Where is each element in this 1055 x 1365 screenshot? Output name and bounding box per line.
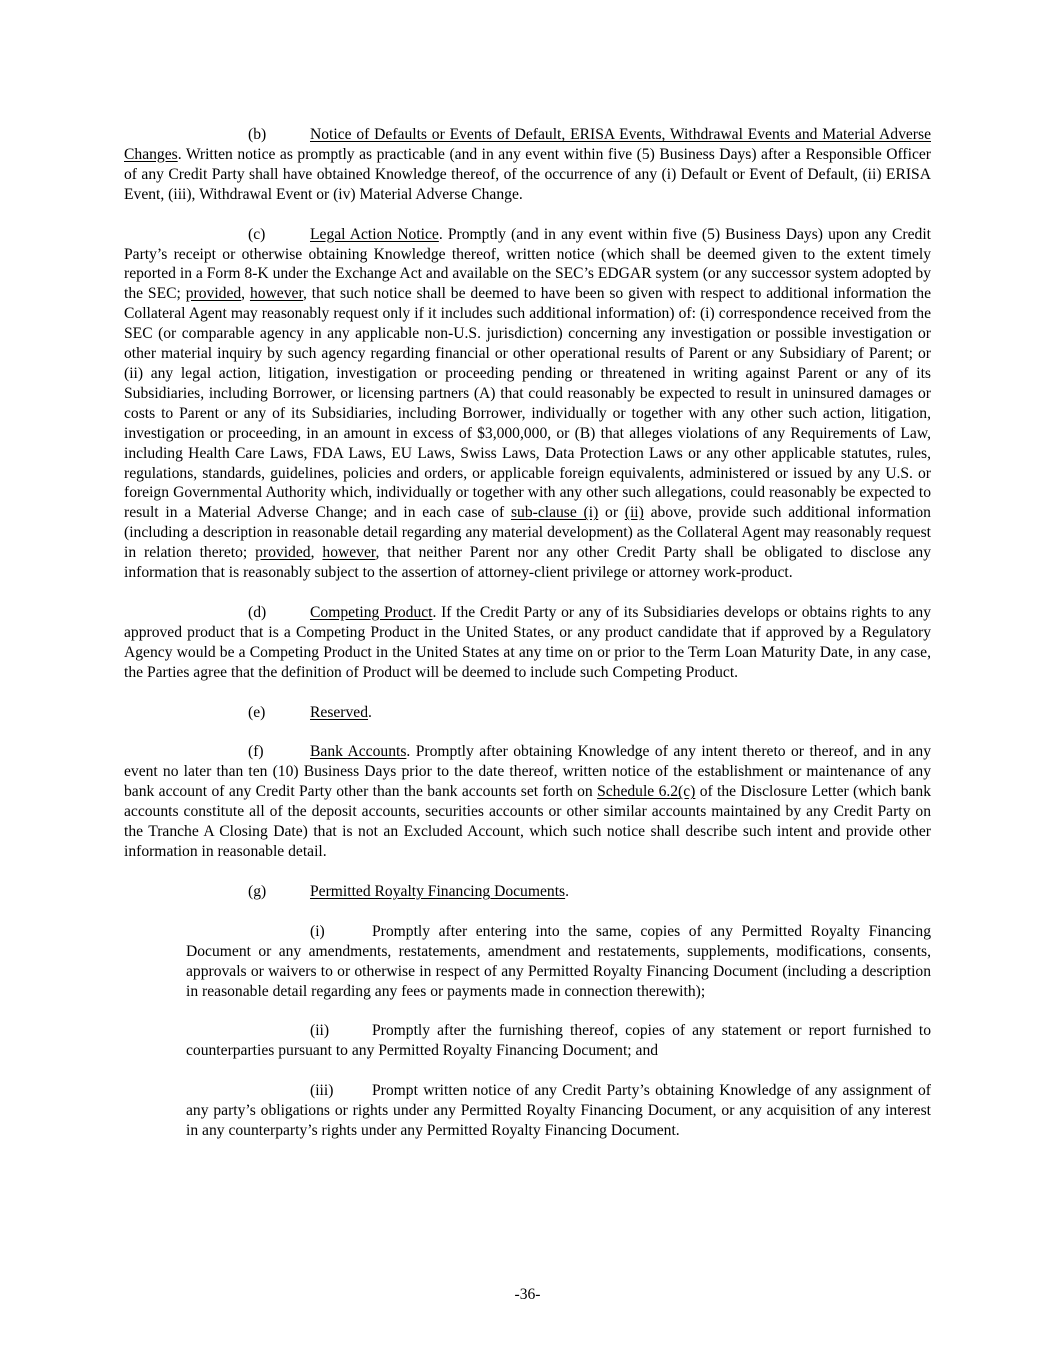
section-b-text: . Written notice as promptly as practicable (and in any event within five (5) Business Days) after a Responsible Officer of any Credit Party shall have obtained Knowledge thereof, of the occurrence of any (i) Default or Event of Default, (ii) ERISA Event, (iii), Withdrawal Event or (iv) Material Adverse Change. xyxy=(124,145,931,203)
section-c-heading: Legal Action Notice xyxy=(310,225,439,243)
section-g-item xyxy=(186,922,931,1002)
provided-term: provided xyxy=(185,285,242,303)
separator: , xyxy=(241,285,250,303)
section-c-label: (c) xyxy=(248,225,266,243)
or-text: or xyxy=(598,504,625,522)
document-page xyxy=(124,125,931,1161)
section-d-label: (d) xyxy=(248,603,267,621)
section-g-item xyxy=(186,1081,931,1141)
section-f xyxy=(124,742,931,861)
section-e-heading: Reserved xyxy=(310,703,369,721)
section-b xyxy=(124,125,931,205)
page-number: -36- xyxy=(514,1286,541,1303)
section-g-item xyxy=(186,1021,931,1061)
section-b-label: (b) xyxy=(248,126,267,143)
however-term: however xyxy=(249,285,304,303)
section-f-text: . Promptly after obtaining Knowledge of any intent thereto or thereof, and in any event no later than ten (10) Business Days prior to the date thereof, written notice of the establishment or maintenance of any bank account of any Credit Party other than the bank accounts set forth on xyxy=(124,743,931,801)
separator: , xyxy=(310,544,323,562)
provided-term: provided xyxy=(255,544,311,562)
section-g-item-label: (i) xyxy=(310,922,325,940)
section-g-item-text: Promptly after entering into the same, copies of any Permitted Royalty Financing Document or any amendments, restatements, amendment and restatements, supplements, modifications, consents, approvals or waivers to or otherwise in respect of any Permitted Royalty Financing Document (including a description in reasonable detail regarding any fees or payments made in connection therewith); xyxy=(186,922,931,1000)
section-g-item-label: (ii) xyxy=(310,1022,330,1040)
section-c-text-continued-2: above, provide such additional information (including a description in reasonable detail regarding any material development) as the Collateral Agent may reasonably request in relation thereto; xyxy=(124,504,931,562)
section-e xyxy=(124,703,931,723)
section-f-heading: Bank Accounts xyxy=(310,743,407,761)
section-g-text: . xyxy=(565,882,570,900)
section-c-text-continued: , that such notice shall be deemed to have been so given with respect to additional information the Collateral Agent may reasonably request only if it includes such additional information) of: (i) correspondence received from the SEC (or comparable agency in any applicable non-U.S. jurisdiction) concerning any investigation or possible investigation or other material inquiry by such agency regarding financial or other operational results of Parent or any Subsidiary of Parent; or (ii) any legal action, litigation, investigation or proceeding pending or threatened in writing against Parent or any of its Subsidiaries, including Borrower, or licensing partners (A) that could reasonably be expected to result in uninsured damages or costs to Parent or any of its Subsidiaries, including Borrower, individually or together with any other such action, litigation, investigation or proceeding, in an amount in excess of $3,000,000, or (B) that alleges violations of any Requirements of Law, including Health Care Laws, FDA Laws, EU Laws, Swiss Laws, Data Protection Laws or any other applicable statutes, rules, regulations, standards, guidelines, policies and orders, or applicable foreign equivalents, administered or issued by any U.S. or foreign Governmental Authority which, individually or together with any other such allegations, could reasonably be expected to result in a Material Adverse Change; and in each case of xyxy=(124,285,932,522)
section-g-item-text: Prompt written notice of any Credit Party’s obtaining Knowledge of any assignment of any party’s obligations or rights under any Permitted Royalty Financing Document, or any acquisition of any interest in any counterparty’s rights under any Permitted Royalty Financing Document. xyxy=(186,1082,931,1140)
section-c-text-end: , that neither Parent nor any other Credit Party shall be obligated to disclose any information that is reasonably subject to the assertion of attorney-client privilege or attorney work-product. xyxy=(124,544,932,582)
section-d-heading: Competing Product xyxy=(310,603,433,621)
however-term: however xyxy=(322,544,376,562)
section-g-heading: Permitted Royalty Financing Documents xyxy=(310,882,566,900)
section-d-text: . If the Credit Party or any of its Subsidiaries develops or obtains rights to any approved product that is a Competing Product in the United States, or any product candidate that if approved by a Regulatory Agency would be a Competing Product in the United States at any time on or prior to the Term Loan Maturity Date, in any case, the Parties agree that the definition of Product will be deemed to include such Competing Product. xyxy=(124,603,931,681)
section-g xyxy=(124,882,931,902)
subclause-i-ref: sub-clause (i) xyxy=(510,504,599,522)
section-e-label: (e) xyxy=(248,703,266,721)
section-f-label: (f) xyxy=(248,743,264,761)
section-c xyxy=(124,225,931,583)
schedule-ref: Schedule 6.2(c) xyxy=(597,783,696,801)
section-g-label: (g) xyxy=(248,882,267,900)
section-g-item-label: (iii) xyxy=(310,1082,334,1100)
section-c-text: . Promptly (and in any event within five (5) Business Days) upon any Credit Party’s receipt or otherwise obtaining Knowledge thereof, written notice (which shall be deemed given to the extent timely reported in a Form 8-K under the Exchange Act and available on the SEC’s EDGAR system (or any successor system adopted by the SEC; xyxy=(124,225,931,303)
section-d xyxy=(124,603,931,683)
subclause-ii-ref: (ii) xyxy=(624,504,644,522)
section-b-heading: Notice of Defaults or Events of Default, ERISA Events, Withdrawal Events and Material Adverse Changes xyxy=(124,126,931,163)
section-g-item-text: Promptly after the furnishing thereof, copies of any statement or report furnished to counterparties pursuant to any Permitted Royalty Financing Document; and xyxy=(186,1022,931,1060)
section-e-text: . xyxy=(368,703,372,721)
section-f-text-continued: of the Disclosure Letter (which bank accounts constitute all of the deposit accounts, securities accounts or other similar accounts maintained by any Credit Party on the Tranche A Closing Date) that is not an Excluded Account, which such notice shall describe such intent and provide other information in reasonable detail. xyxy=(124,783,932,860)
